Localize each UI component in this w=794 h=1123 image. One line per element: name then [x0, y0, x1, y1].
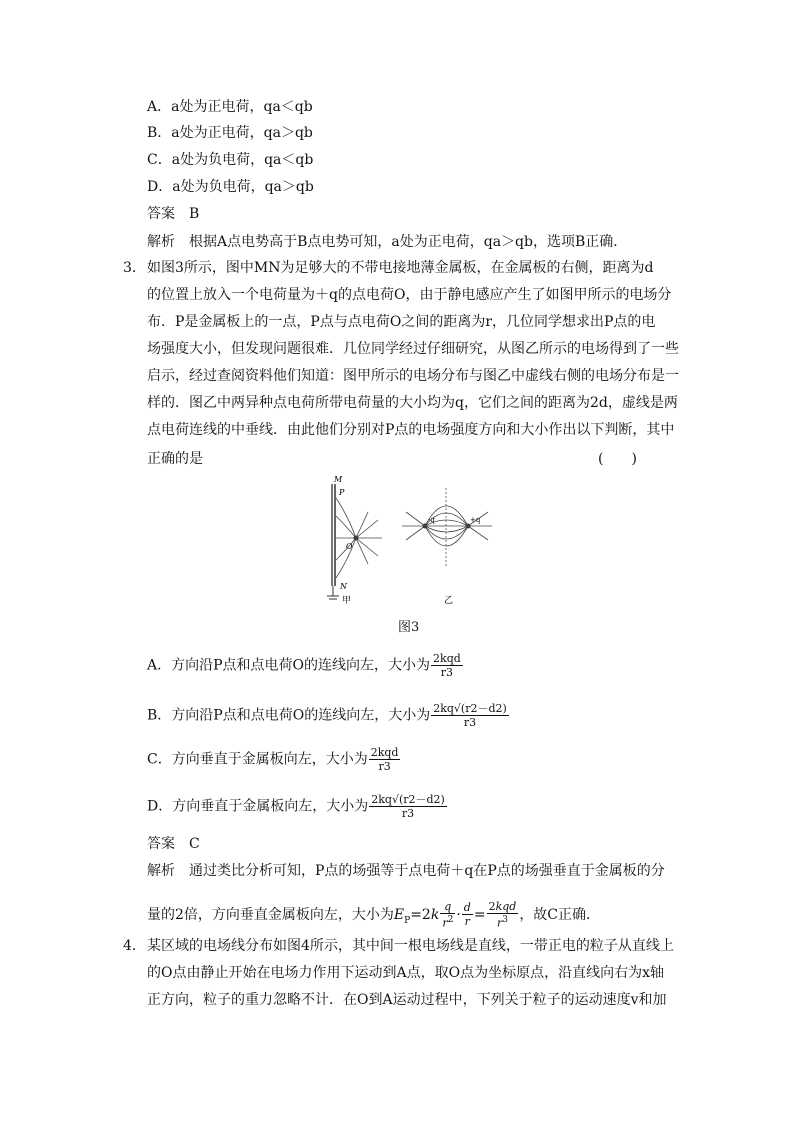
analysis-line: 解析 通过类比分析可知，P点的场强等于点电荷＋q在P点的场强垂直于金属板的分 [147, 863, 665, 879]
question-number: 3． [123, 260, 146, 276]
label-m: M [334, 476, 343, 484]
label-pos-q: +q [470, 516, 481, 524]
option-a: A．a处为正电荷，qa＜qb [147, 99, 313, 115]
analysis: 解析 根据A点电势高于B点电势可知，a处为正电荷，qa＞qb，选项B正确． [147, 234, 628, 250]
answer-bracket: ( ) [598, 451, 637, 467]
formula: $E_P=2k$ $\frac{q}{r^2}$ · $\frac{d}{r}$ = $\frac{\text{2kqd}}{r^3}$ [393, 900, 517, 930]
stem-line: 某区域的电场线分布如图4所示，其中间一根电场线是直线，一带正电的粒子从直线上 [147, 938, 674, 954]
label-neg-q: -q [428, 516, 435, 524]
figure-3 [320, 476, 510, 606]
stem-line: 如图3所示，图中MN为足够大的不带电接地薄金属板，在金属板的右侧，距离为d [147, 260, 654, 276]
stem-line: 的O点由静止开始在电场力作用下运动到A点，取O点为坐标原点，沿直线向右为x轴 [147, 965, 664, 981]
question-number: 4． [123, 938, 146, 954]
answer: 答案 B [147, 206, 200, 222]
option-d: D．方向垂直于金属板向左，大小为 $\frac{2kq√(r2-d2)}{r3}$ [147, 793, 445, 820]
label-n: N [340, 582, 347, 591]
stem-line: 启示，经过查阅资料他们知道：图甲所示的电场分布与图乙中虚线右侧的电场分布是一 [147, 368, 679, 384]
option-c: C．a处为负电荷，qa＜qb [147, 152, 314, 168]
stem-line: 的位置上放入一个电荷量为＋q的点电荷O，由于静电感应产生了如图甲所示的电场分 [147, 287, 672, 303]
label-p: P [339, 488, 345, 497]
stem-line: 样的．图乙中两异种点电荷所带电荷量的大小均为q，它们之间的距离为2d，虚线是两 [147, 395, 678, 411]
label-o: O [346, 542, 353, 551]
stem-line: 场强度大小，但发现问题很难．几位同学经过仔细研究，从图乙所示的电场得到了一些 [147, 341, 679, 357]
answer: 答案 C [147, 836, 200, 852]
stem-line: 布．P是金属板上的一点，P点与点电荷O之间的距离为r，几位同学想求出P点的电 [147, 314, 656, 330]
label-jia: 甲 [342, 596, 352, 606]
stem-line: 正方向，粒子的重力忽略不计．在O到A运动过程中，下列关于粒子的运动速度v和加 [147, 992, 667, 1008]
option-c: C．方向垂直于金属板向左，大小为 $\frac{\text{2kqd}}{r3}$ [147, 746, 399, 773]
label-yi: 乙 [444, 596, 454, 606]
figure-caption: 图3 [398, 620, 420, 635]
option-d: D．a处为负电荷，qa＞qb [147, 179, 314, 195]
option-b: B．a处为正电荷，qa＞qb [147, 125, 313, 141]
option-b: B．方向沿P点和点电荷O的连线向左，大小为 $\frac{2kq√(r2-d2)}{r3}$ [147, 702, 507, 729]
stem-line: 正确的是 [147, 451, 203, 467]
option-a: A．方向沿P点和点电荷O的连线向左，大小为 $\frac{\text{2kqd}}{r3}$ [147, 652, 461, 679]
analysis-line: 量的2倍，方向垂直金属板向左，大小为$E_P=2k$ $\frac{q}{r^2}$ · $\frac{d}{r}$ = $\frac{\text{2kqd}}{r^3}$ ，故C正确． [147, 900, 601, 930]
stem-line: 点电荷连线的中垂线．由此他们分别对P点的电场强度方向和大小作出以下判断，其中 [147, 422, 675, 438]
